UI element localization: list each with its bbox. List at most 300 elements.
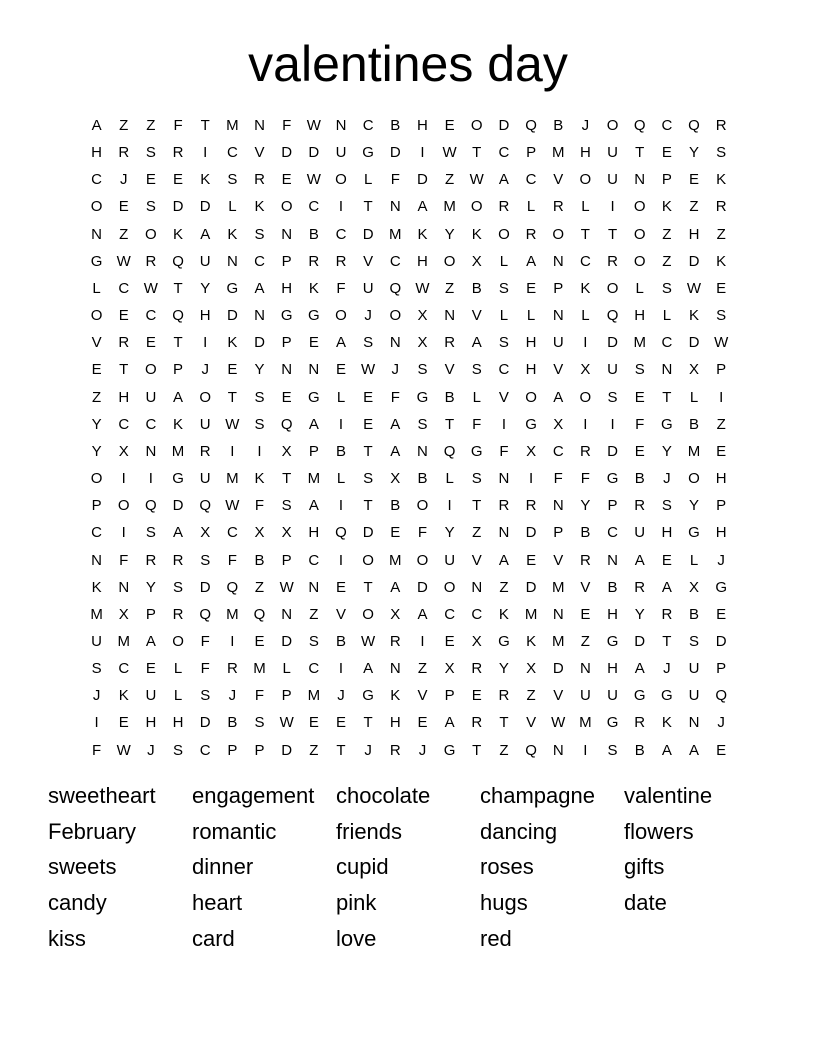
grid-letter: I <box>338 497 344 515</box>
grid-letter: D <box>199 198 211 216</box>
grid-letter: X <box>390 605 401 623</box>
grid-letter: O <box>633 252 646 270</box>
grid-letter: A <box>390 442 401 460</box>
grid-letter: L <box>689 388 699 406</box>
grid-letter: E <box>145 334 156 352</box>
grid-letter: S <box>634 361 645 379</box>
grid-letter: D <box>417 171 428 189</box>
grid-letter: H <box>661 524 673 542</box>
word-list-item: hugs <box>480 890 528 916</box>
grid-letter: P <box>254 741 265 759</box>
grid-letter: S <box>254 225 265 243</box>
grid-letter: D <box>172 198 184 216</box>
grid-letter: J <box>147 741 155 759</box>
grid-letter: D <box>226 307 238 325</box>
grid-letter: N <box>552 741 564 759</box>
grid-letter: X <box>553 415 564 433</box>
grid-letter: I <box>121 524 126 542</box>
word-list-item: champagne <box>480 783 595 808</box>
grid-letter: T <box>363 497 373 515</box>
grid-letter: Q <box>606 307 619 325</box>
grid-letter: B <box>580 524 591 542</box>
grid-letter: M <box>226 117 239 134</box>
grid-letter: E <box>91 361 102 379</box>
grid-letter: V <box>254 144 265 162</box>
puzzle-title: valentines day <box>248 36 568 92</box>
grid-letter: I <box>583 741 588 759</box>
grid-letter: K <box>580 279 591 297</box>
grid-letter: K <box>498 605 509 623</box>
grid-letter: T <box>336 741 346 759</box>
grid-letter: G <box>470 442 483 460</box>
grid-letter: S <box>200 687 211 705</box>
grid-letter: L <box>526 198 536 216</box>
grid-letter: S <box>254 714 265 732</box>
grid-letter: N <box>607 551 618 569</box>
grid-letter: W <box>116 741 131 759</box>
grid-letter: R <box>579 442 591 460</box>
grid-letter: E <box>580 605 591 623</box>
grid-letter: B <box>634 470 645 488</box>
grid-letter: N <box>389 198 401 216</box>
grid-letter: A <box>471 334 482 352</box>
grid-letter: G <box>661 415 673 433</box>
grid-letter: Y <box>145 578 156 596</box>
grid-letter: K <box>118 687 129 705</box>
grid-letter: F <box>336 279 346 297</box>
grid-letter: Q <box>199 605 212 623</box>
grid-letter: P <box>526 144 537 162</box>
grid-letter: H <box>91 144 102 162</box>
grid-letter: S <box>200 551 211 569</box>
grid-letter: C <box>226 524 238 542</box>
grid-letter: P <box>607 497 618 515</box>
grid-letter: M <box>389 551 402 569</box>
grid-letter: C <box>145 415 157 433</box>
grid-letter: C <box>199 741 211 759</box>
grid-letter: U <box>552 334 564 352</box>
grid-letter: Z <box>689 198 699 216</box>
grid-letter: R <box>199 442 211 460</box>
grid-letter: H <box>634 307 646 325</box>
grid-letter: H <box>172 714 184 732</box>
grid-letter: U <box>688 660 700 678</box>
grid-letter: C <box>308 660 320 678</box>
letter-grid <box>83 112 735 764</box>
grid-letter: A <box>661 578 672 596</box>
grid-letter: Q <box>172 307 184 325</box>
grid-letter: O <box>90 307 103 325</box>
grid-letter: W <box>306 171 321 189</box>
grid-letter: H <box>118 388 130 406</box>
grid-letter: P <box>91 497 102 515</box>
grid-letter: L <box>173 660 183 678</box>
grid-letter: N <box>308 578 320 596</box>
grid-letter: V <box>444 361 455 379</box>
grid-letter: U <box>362 279 374 297</box>
grid-letter: C <box>607 524 618 542</box>
grid-letter: R <box>172 551 184 569</box>
grid-letter: P <box>553 279 564 297</box>
grid-letter: F <box>173 117 183 134</box>
grid-letter: P <box>173 361 184 379</box>
grid-letter: R <box>634 578 646 596</box>
grid-letter: O <box>443 252 456 270</box>
grid-letter: T <box>662 388 672 406</box>
grid-letter: R <box>145 551 157 569</box>
grid-letter: R <box>552 198 564 216</box>
grid-letter: Q <box>715 687 727 705</box>
grid-letter: T <box>363 714 373 732</box>
grid-letter: O <box>362 605 374 623</box>
grid-letter: M <box>579 714 592 732</box>
grid-letter: X <box>471 252 482 270</box>
grid-letter: K <box>661 714 672 732</box>
grid-letter: O <box>199 388 212 406</box>
word-list-item: heart <box>192 890 243 916</box>
grid-letter: H <box>715 470 727 488</box>
word-list-item: gifts <box>624 854 665 880</box>
grid-letter: Y <box>200 279 211 297</box>
grid-letter: T <box>282 470 292 488</box>
grid-letter: I <box>583 334 588 352</box>
grid-letter: Q <box>688 117 700 134</box>
grid-letter: C <box>661 334 673 352</box>
grid-letter: E <box>363 415 374 433</box>
grid-letter: U <box>145 388 157 406</box>
grid-letter: N <box>254 117 265 134</box>
grid-letter: H <box>715 524 727 542</box>
grid-letter: S <box>689 632 700 650</box>
grid-letter: H <box>308 524 320 542</box>
grid-letter: G <box>90 252 103 270</box>
grid-letter: R <box>389 632 401 650</box>
grid-letter: N <box>444 307 456 325</box>
grid-letter: C <box>444 605 456 623</box>
grid-letter: P <box>281 334 292 352</box>
grid-letter: Y <box>498 660 509 678</box>
grid-letter: H <box>688 225 700 243</box>
grid-letter: M <box>551 632 565 650</box>
grid-letter: V <box>553 171 564 189</box>
grid-letter: H <box>607 605 618 623</box>
grid-letter: S <box>145 524 156 542</box>
grid-letter: P <box>308 442 319 460</box>
word-list-item: date <box>624 890 667 916</box>
grid-letter: S <box>173 578 184 596</box>
word-list-item: dinner <box>192 854 254 880</box>
grid-letter: P <box>227 741 238 759</box>
grid-letter: V <box>363 252 374 270</box>
grid-letter: K <box>716 171 727 189</box>
grid-letter: G <box>606 470 619 488</box>
grid-letter: J <box>391 361 400 379</box>
grid-letter: S <box>417 415 428 433</box>
grid-letter: Z <box>119 117 129 134</box>
grid-letter: C <box>91 524 102 542</box>
grid-letter: N <box>281 225 293 243</box>
grid-letter: I <box>148 470 153 488</box>
grid-letter: A <box>173 524 184 542</box>
grid-letter: Y <box>444 225 455 243</box>
grid-letter: S <box>308 632 319 650</box>
grid-letter: I <box>230 632 235 650</box>
grid-letter: S <box>254 388 265 406</box>
grid-letter: D <box>308 144 320 162</box>
grid-letter: X <box>254 524 265 542</box>
grid-letter: N <box>417 442 428 460</box>
grid-letter: E <box>444 117 455 134</box>
grid-letter: X <box>281 442 292 460</box>
grid-letter: N <box>498 470 510 488</box>
grid-letter: M <box>551 578 565 596</box>
grid-letter: N <box>389 334 401 352</box>
grid-letter: V <box>553 551 564 569</box>
grid-letter: T <box>363 442 373 460</box>
grid-letter: V <box>553 687 564 705</box>
grid-letter: S <box>716 144 727 162</box>
grid-letter: H <box>417 117 428 134</box>
grid-letter: L <box>472 388 481 406</box>
grid-letter: M <box>307 687 321 705</box>
grid-letter: U <box>607 687 618 705</box>
grid-letter: G <box>226 279 239 297</box>
grid-letter: K <box>173 415 184 433</box>
grid-letter: K <box>526 632 537 650</box>
grid-letter: F <box>635 415 645 433</box>
grid-letter: S <box>607 388 618 406</box>
grid-letter: T <box>119 361 129 379</box>
grid-letter: Q <box>525 117 537 134</box>
grid-letter: I <box>94 714 99 732</box>
grid-letter: J <box>228 687 237 705</box>
grid-letter: K <box>716 252 727 270</box>
grid-letter: M <box>687 442 701 460</box>
grid-letter: D <box>498 117 510 134</box>
grid-letter: D <box>634 632 646 650</box>
grid-letter: I <box>719 388 724 406</box>
word-list-item: engagement <box>192 783 315 808</box>
grid-letter: E <box>444 632 455 650</box>
grid-letter: U <box>145 687 157 705</box>
grid-letter: B <box>335 632 346 650</box>
grid-letter: W <box>551 714 566 732</box>
grid-letter: K <box>417 225 428 243</box>
grid-letter: A <box>335 334 346 352</box>
grid-letter: R <box>634 714 646 732</box>
grid-letter: F <box>417 524 428 542</box>
grid-letter: A <box>634 660 645 678</box>
grid-letter: J <box>717 551 725 569</box>
grid-letter: R <box>661 605 673 623</box>
grid-letter: T <box>227 388 237 406</box>
grid-letter: U <box>607 361 618 379</box>
grid-letter: K <box>308 279 319 297</box>
grid-letter: W <box>225 497 240 515</box>
grid-letter: E <box>308 714 319 732</box>
grid-letter: A <box>661 741 672 759</box>
grid-letter: S <box>145 144 156 162</box>
grid-letter: C <box>498 144 510 162</box>
grid-letter: Y <box>254 361 265 379</box>
grid-letter: D <box>199 714 211 732</box>
grid-letter: K <box>227 334 238 352</box>
grid-letter: F <box>254 687 265 705</box>
grid-letter: N <box>118 578 130 596</box>
grid-letter: C <box>254 252 265 270</box>
grid-letter: M <box>226 605 239 623</box>
grid-letter: P <box>281 687 292 705</box>
grid-letter: O <box>552 225 565 243</box>
grid-letter: J <box>92 687 101 705</box>
grid-letter: U <box>634 524 646 542</box>
grid-letter: H <box>199 307 211 325</box>
grid-letter: F <box>119 551 129 569</box>
grid-letter: S <box>661 279 672 297</box>
grid-letter: G <box>362 144 374 162</box>
grid-letter: B <box>417 470 428 488</box>
word-list-item: February <box>48 818 137 844</box>
grid-letter: V <box>498 388 509 406</box>
grid-letter: X <box>689 578 700 596</box>
grid-letter: T <box>363 198 373 216</box>
word-list-item: roses <box>480 854 534 880</box>
grid-letter: Q <box>199 497 212 515</box>
grid-letter: N <box>552 252 564 270</box>
grid-letter: T <box>363 578 373 596</box>
grid-letter: B <box>689 415 700 433</box>
grid-letter: Z <box>499 578 509 596</box>
grid-letter: E <box>173 171 184 189</box>
grid-letter: E <box>471 687 482 705</box>
grid-letter: M <box>633 334 646 352</box>
grid-letter: R <box>525 497 537 515</box>
grid-letter: I <box>338 198 344 216</box>
grid-letter: U <box>444 551 456 569</box>
grid-letter: E <box>281 388 292 406</box>
grid-letter: U <box>199 252 211 270</box>
grid-letter: E <box>118 198 129 216</box>
grid-letter: H <box>607 660 618 678</box>
grid-letter: Z <box>580 632 590 650</box>
grid-letter: K <box>227 225 238 243</box>
grid-letter: G <box>307 307 320 325</box>
grid-letter: G <box>688 524 700 542</box>
grid-letter: M <box>389 225 402 243</box>
grid-letter: S <box>471 470 482 488</box>
grid-letter: K <box>173 225 184 243</box>
grid-letter: W <box>442 144 457 162</box>
grid-letter: Y <box>689 144 700 162</box>
grid-letter: I <box>257 442 262 460</box>
grid-letter: E <box>145 171 156 189</box>
grid-letter: O <box>90 198 103 216</box>
grid-letter: G <box>498 632 510 650</box>
grid-letter: U <box>607 144 618 162</box>
grid-letter: X <box>526 660 537 678</box>
grid-letter: E <box>634 442 645 460</box>
grid-letter: C <box>661 117 673 134</box>
grid-letter: Z <box>499 741 509 759</box>
grid-letter: Z <box>91 388 102 406</box>
grid-letter: B <box>335 442 346 460</box>
grid-letter: Y <box>580 497 591 515</box>
grid-letter: O <box>443 578 456 596</box>
grid-letter: D <box>688 334 700 352</box>
grid-letter: E <box>118 307 129 325</box>
grid-letter: L <box>336 470 346 488</box>
grid-letter: U <box>688 687 700 705</box>
grid-letter: K <box>471 225 482 243</box>
grid-letter: Y <box>444 524 455 542</box>
grid-letter: L <box>581 307 590 325</box>
grid-letter: F <box>254 497 265 515</box>
grid-letter: F <box>200 632 210 650</box>
grid-letter: V <box>335 605 346 623</box>
grid-letter: E <box>308 334 319 352</box>
grid-letter: O <box>606 279 619 297</box>
grid-letter: X <box>390 470 401 488</box>
grid-letter: R <box>118 334 130 352</box>
grid-letter: S <box>716 307 727 325</box>
grid-letter: S <box>471 361 482 379</box>
word-list-item: sweets <box>48 854 117 880</box>
grid-letter: R <box>471 714 483 732</box>
grid-letter: W <box>225 415 240 433</box>
grid-letter: G <box>525 415 537 433</box>
grid-letter: A <box>173 388 184 406</box>
grid-letter: N <box>552 605 564 623</box>
grid-letter: N <box>226 252 238 270</box>
grid-letter: K <box>254 198 265 216</box>
grid-letter: Z <box>662 225 672 243</box>
grid-letter: R <box>715 198 727 216</box>
grid-letter: O <box>416 497 429 515</box>
word-list-item: flowers <box>624 818 694 844</box>
grid-letter: N <box>145 442 157 460</box>
grid-letter: Z <box>472 524 482 542</box>
grid-letter: C <box>145 307 157 325</box>
grid-letter: J <box>418 741 427 759</box>
grid-letter: E <box>254 632 265 650</box>
grid-letter: Y <box>634 605 645 623</box>
grid-letter: B <box>471 279 482 297</box>
grid-letter: T <box>662 632 672 650</box>
grid-letter: Z <box>254 578 265 596</box>
grid-letter: R <box>471 660 483 678</box>
grid-letter: V <box>471 551 482 569</box>
grid-letter: T <box>607 225 618 243</box>
grid-letter: Z <box>716 225 726 243</box>
grid-letter: L <box>689 551 699 569</box>
grid-letter: R <box>498 497 510 515</box>
grid-letter: Q <box>443 442 456 460</box>
grid-letter: A <box>91 117 102 134</box>
grid-letter: W <box>361 632 376 650</box>
grid-letter: H <box>389 714 401 732</box>
grid-letter: J <box>364 741 372 759</box>
grid-letter: N <box>498 524 510 542</box>
grid-letter: N <box>254 307 265 325</box>
grid-letter: R <box>579 551 591 569</box>
grid-letter: C <box>308 198 320 216</box>
grid-letter: T <box>472 497 482 515</box>
grid-letter: X <box>118 605 129 623</box>
grid-letter: M <box>524 605 538 623</box>
grid-letter: R <box>172 144 184 162</box>
grid-letter: V <box>553 361 564 379</box>
grid-letter: W <box>686 279 702 297</box>
